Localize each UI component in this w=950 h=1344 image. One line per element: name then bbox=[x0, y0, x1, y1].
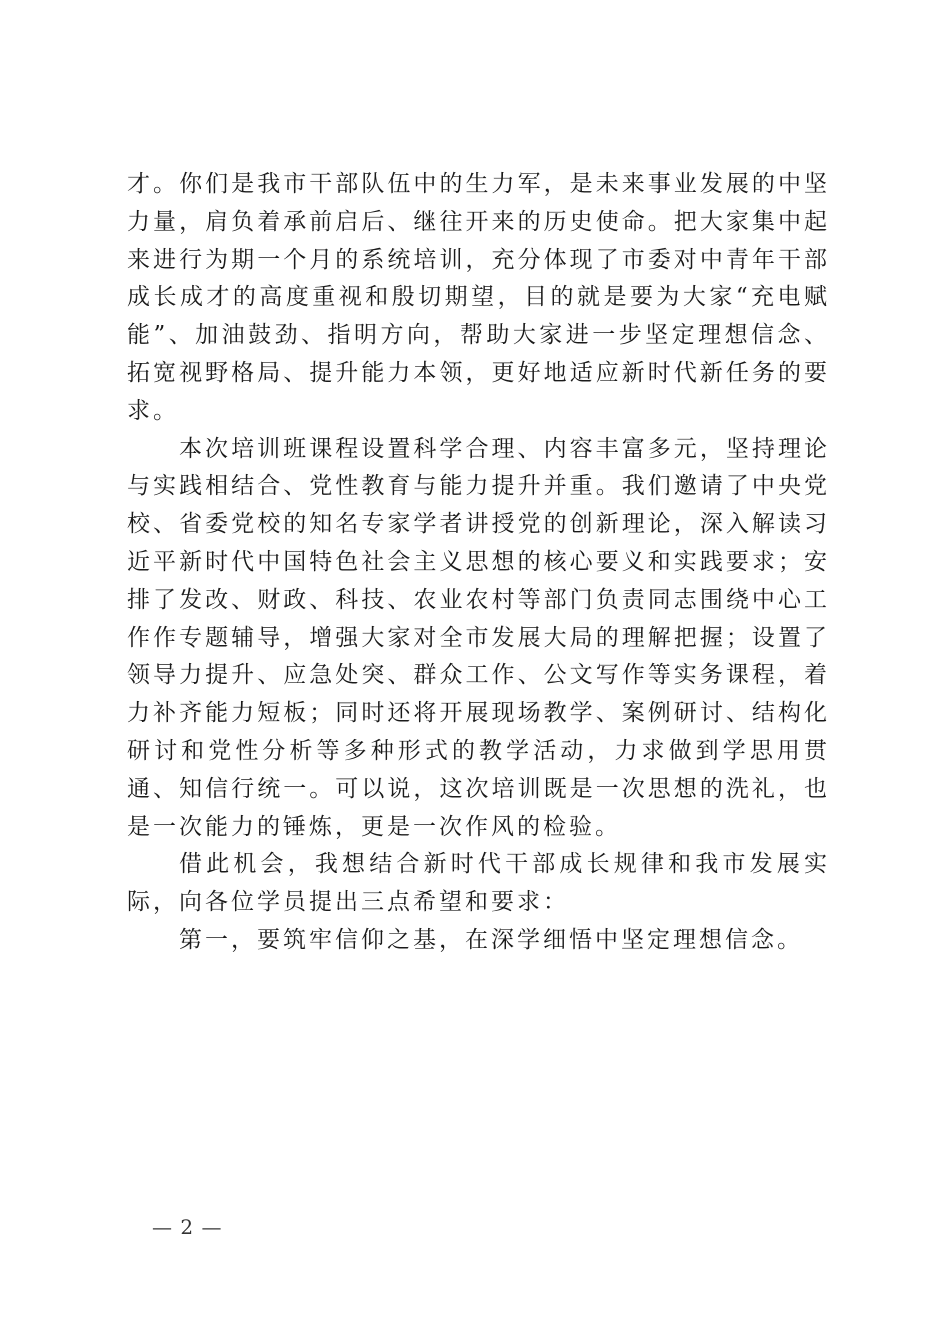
paragraph-2: 本次培训班课程设置科学合理、内容丰富多元，坚持理论与实践相结合、党性教育与能力提升并重。我们邀请了中央党校、省委党校的知名专家学者讲授党的创新理论，深入解读习近平新时代中国特色社会主义思想的核心要义和实践要求；安排了发改、财政、科技、农业农村等部门负责同志围绕中心工作作专题辅导，增强大家对全市发展大局的理解把握；设置了领导力提升、应急处突、群众工作、公文写作等实务课程，着力补齐能力短板；同时还将开展现场教学、案例研讨、结构化研讨和党性分析等多种形式的教学活动，力求做到学思用贯通、知信行统一。可以说，这次培训既是一次思想的洗礼，也是一次能力的锤炼，更是一次作风的检验。 bbox=[127, 435, 830, 840]
paragraph-3: 借此机会，我想结合新时代干部成长规律和我市发展实际，向各位学员提出三点希望和要求： bbox=[127, 851, 830, 916]
page-number: — 2 — bbox=[152, 1215, 223, 1239]
paragraph-1: 才。你们是我市干部队伍中的生力军，是未来事业发展的中坚力量，肩负着承前启后、继往开来的历史使命。把大家集中起来进行为期一个月的系统培训，充分体现了市委对中青年干部成长成才的高度重视和殷切期望，目的就是要为大家“充电赋能”、加油鼓劲、指明方向，帮助大家进一步坚定理想信念、拓宽视野格局、提升能力本领，更好地适应新时代新任务的要求。 bbox=[127, 171, 830, 424]
body-text bbox=[127, 166, 830, 960]
paragraph-4: 第一，要筑牢信仰之基，在深学细悟中坚定理想信念。 bbox=[179, 926, 803, 953]
